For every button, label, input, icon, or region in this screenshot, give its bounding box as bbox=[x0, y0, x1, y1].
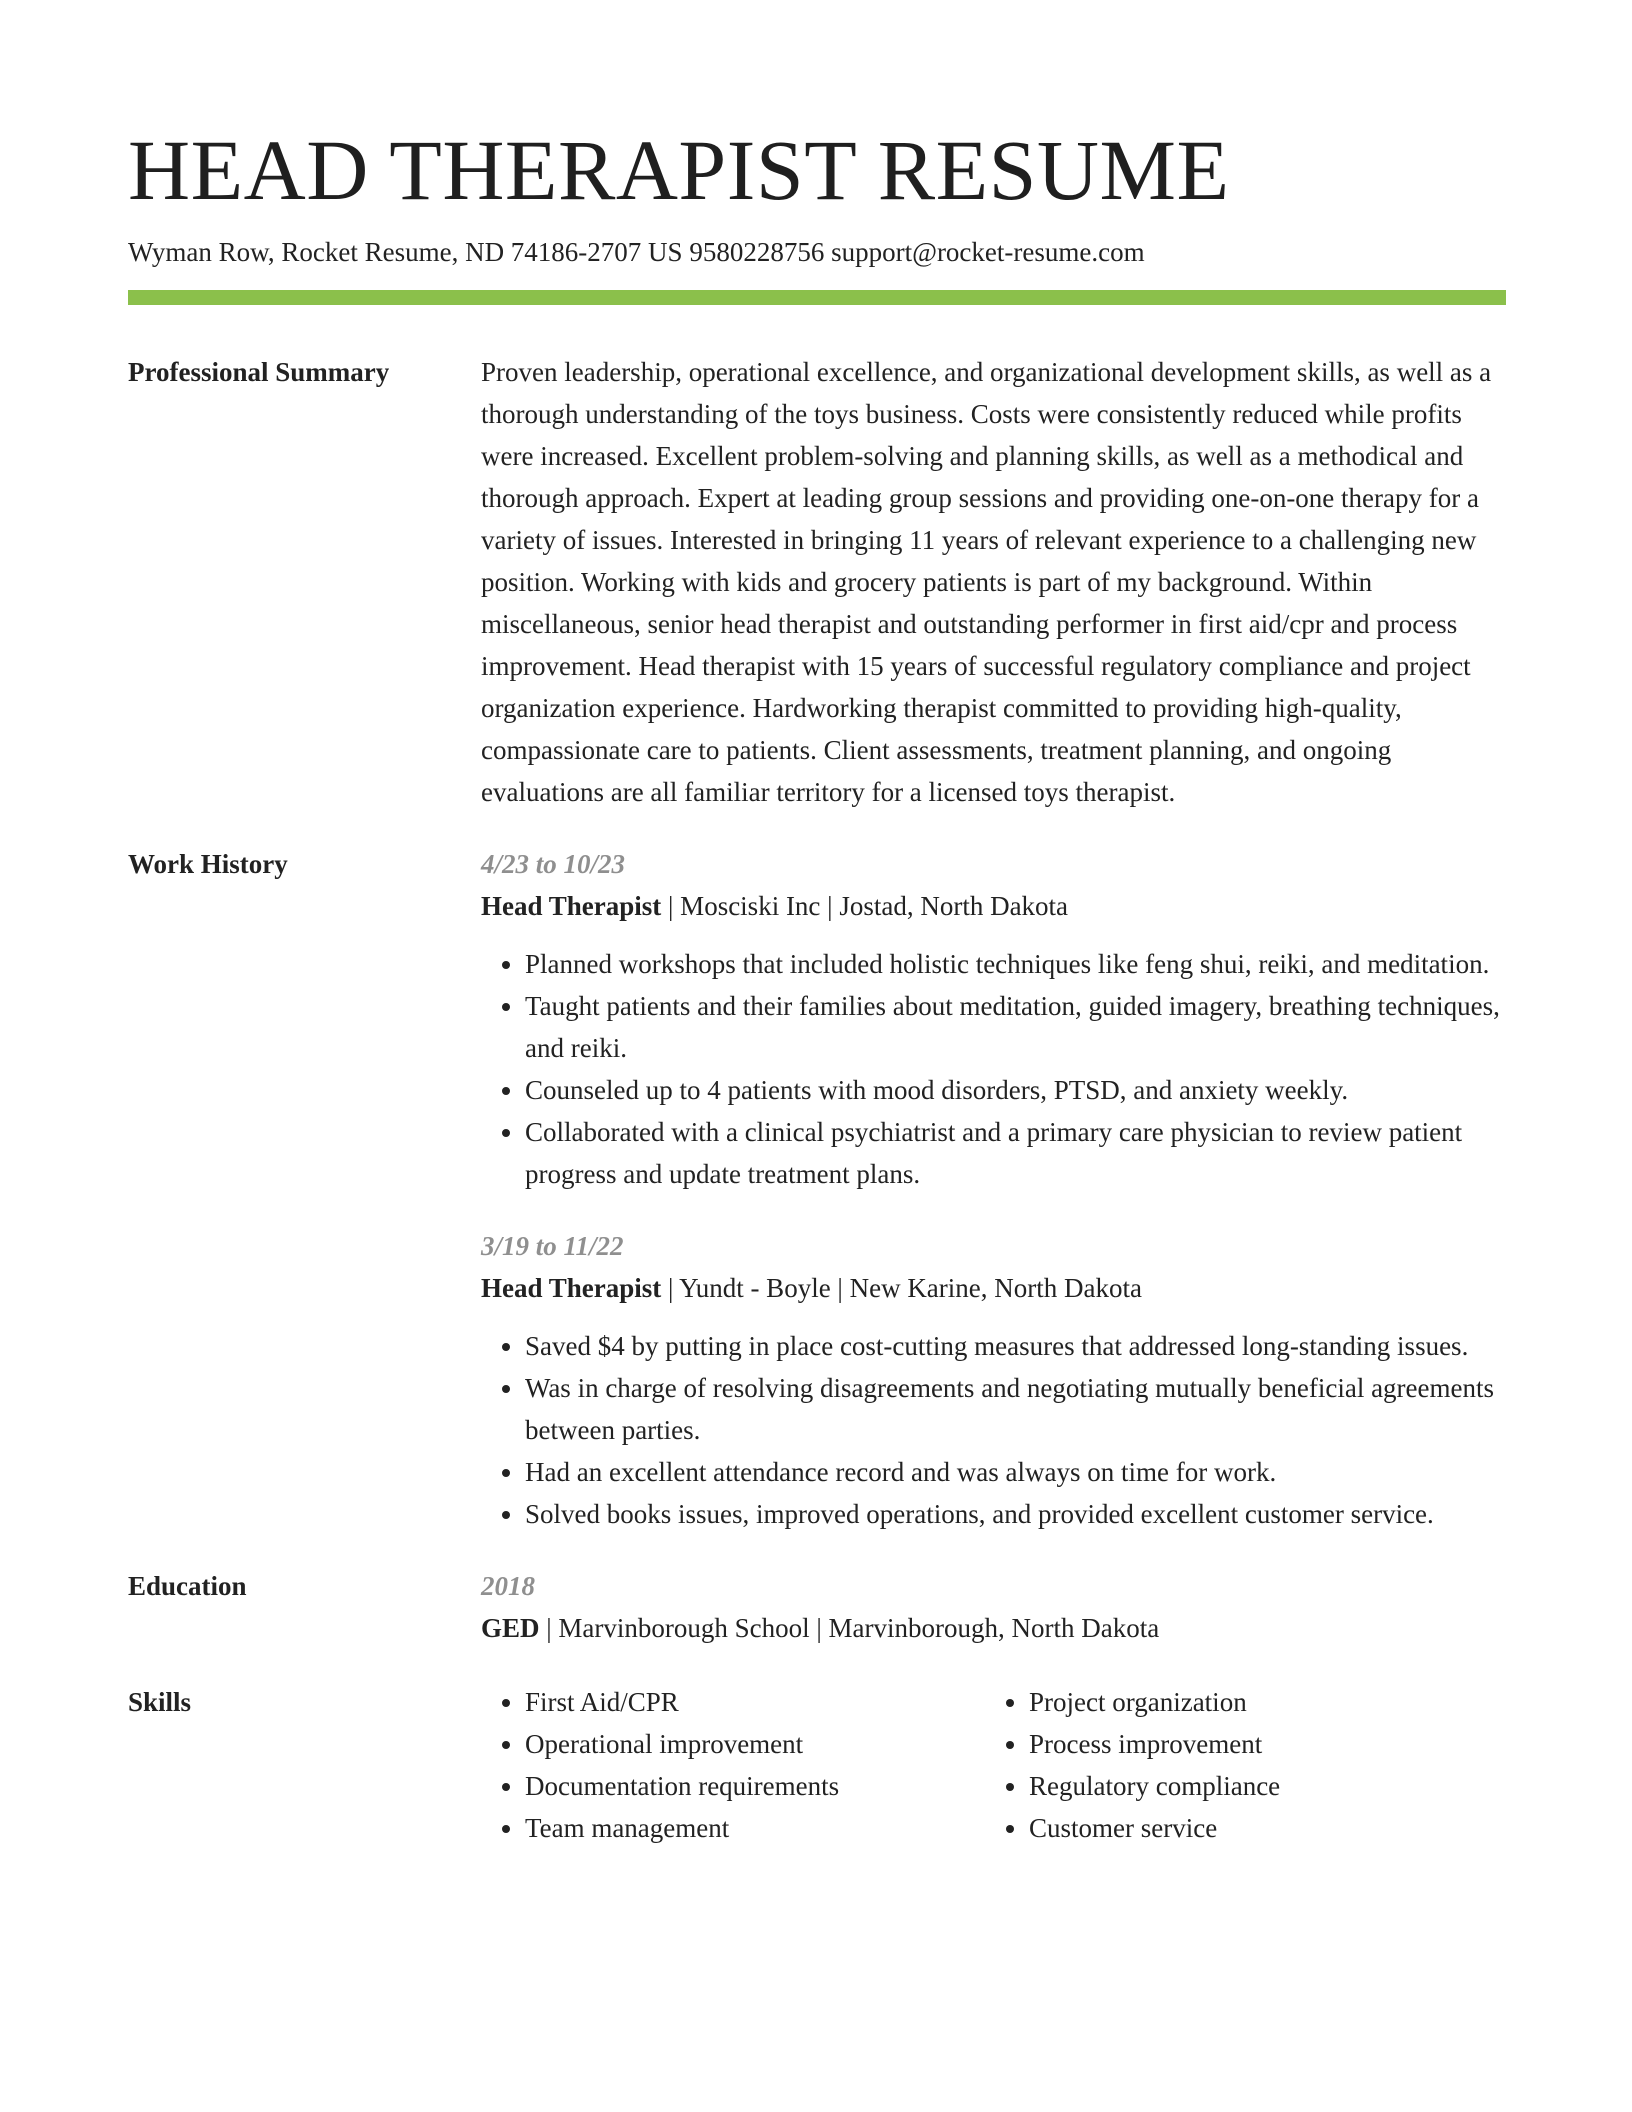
contact-line bbox=[128, 234, 1506, 270]
skill-item: • Documentation requirements bbox=[525, 1765, 985, 1807]
work-section bbox=[128, 843, 1506, 1535]
education-details: | Marvinborough School | Marvinborough, North Dakota bbox=[539, 1613, 1160, 1643]
job-bullets bbox=[481, 1325, 1506, 1535]
skills-body bbox=[481, 1681, 1506, 1849]
resume-title: HEAD THERAPIST RESUME bbox=[128, 122, 1230, 218]
work-label: Work History bbox=[128, 849, 288, 879]
summary-text: Proven leadership, operational excellence, and organizational development skills, as well as a thorough understanding of the toys business. Costs were consistently reduced while profits were increased. Excellent problem-solving and planning skills, as well as a methodical and thorough approach. Expert at leading group sessions and providing one-on-one therapy for a variety of issues. Interested in bringing 11 years of relevant experience to a challenging new position. Working with kids and grocery patients is part of my background. Within miscellaneous, senior head therapist and outstanding performer in first aid/cpr and process improvement. Head therapist with 15 years of successful regulatory compliance and project organization experience. Hardworking therapist committed to providing high-quality, compassionate care to patients. Client assessments, treatment planning, and ongoing evaluations are all familiar territory for a licensed toys therapist. bbox=[481, 357, 1492, 807]
skills-label: Skills bbox=[128, 1687, 192, 1717]
job-dates: 3/19 to 11/22 bbox=[481, 1231, 624, 1261]
summary-body bbox=[481, 351, 1506, 813]
header-divider bbox=[128, 290, 1506, 305]
work-body bbox=[481, 843, 1506, 1535]
education-degree: GED bbox=[481, 1613, 540, 1643]
job-entry bbox=[481, 1225, 1506, 1535]
resume-page bbox=[128, 118, 1506, 1849]
skills-grid bbox=[481, 1681, 1506, 1849]
skill-item: • Process improvement bbox=[1029, 1723, 1489, 1765]
list-item: • Had an excellent attendance record and was always on time for work. bbox=[525, 1451, 1506, 1493]
education-section bbox=[128, 1565, 1506, 1649]
education-label: Education bbox=[128, 1571, 247, 1601]
job-entry bbox=[481, 843, 1506, 1195]
education-heading bbox=[481, 1607, 1506, 1649]
summary-section bbox=[128, 351, 1506, 813]
skills-list-right bbox=[985, 1681, 1489, 1849]
job-dates: 4/23 to 10/23 bbox=[481, 849, 626, 879]
summary-label: Professional Summary bbox=[128, 357, 390, 387]
education-year: 2018 bbox=[481, 1571, 535, 1601]
contact-email: support@rocket-resume.com bbox=[831, 237, 1145, 267]
skills-section bbox=[128, 1681, 1506, 1849]
list-item: • Taught patients and their families about meditation, guided imagery, breathing techniques, and reiki. bbox=[525, 985, 1506, 1069]
contact-phone: 9580228756 bbox=[689, 237, 825, 267]
job-details: | Yundt - Boyle | New Karine, North Dakota bbox=[661, 1273, 1142, 1303]
list-item: • Planned workshops that included holistic techniques like feng shui, reiki, and meditation. bbox=[525, 943, 1506, 985]
job-title: Head Therapist bbox=[481, 891, 662, 921]
skills-list-left bbox=[481, 1681, 985, 1849]
job-bullets bbox=[481, 943, 1506, 1195]
list-item: • Solved books issues, improved operations, and provided excellent customer service. bbox=[525, 1493, 1506, 1535]
list-item: • Was in charge of resolving disagreements and negotiating mutually beneficial agreements between parties. bbox=[525, 1367, 1506, 1451]
skill-item: • Operational improvement bbox=[525, 1723, 985, 1765]
job-title: Head Therapist bbox=[481, 1273, 662, 1303]
job-heading bbox=[481, 885, 1506, 927]
education-body bbox=[481, 1565, 1506, 1649]
job-details: | Mosciski Inc | Jostad, North Dakota bbox=[661, 891, 1069, 921]
list-item: • Collaborated with a clinical psychiatrist and a primary care physician to review patient progress and update treatment plans. bbox=[525, 1111, 1506, 1195]
list-item: • Counseled up to 4 patients with mood disorders, PTSD, and anxiety weekly. bbox=[525, 1069, 1506, 1111]
skill-item: • Regulatory compliance bbox=[1029, 1765, 1489, 1807]
job-heading bbox=[481, 1267, 1506, 1309]
skill-item: • Team management bbox=[525, 1807, 985, 1849]
list-item: • Saved $4 by putting in place cost-cutting measures that addressed long-standing issues. bbox=[525, 1325, 1506, 1367]
skill-item: • Customer service bbox=[1029, 1807, 1489, 1849]
skill-item: • First Aid/CPR bbox=[525, 1681, 985, 1723]
contact-address: Wyman Row, Rocket Resume, ND 74186-2707 US bbox=[128, 237, 683, 267]
skill-item: • Project organization bbox=[1029, 1681, 1489, 1723]
